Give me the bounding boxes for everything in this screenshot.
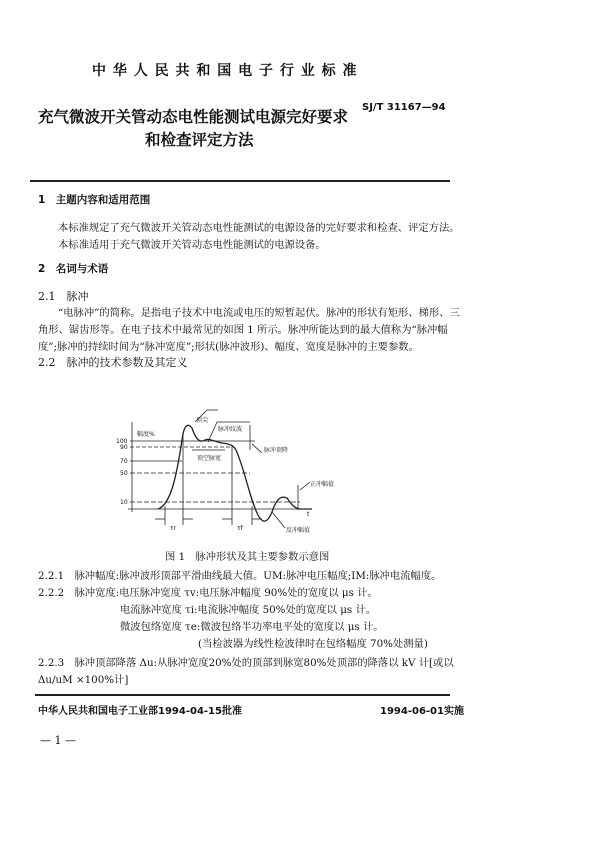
section-2-heading: 2 名词与术语 [38,263,109,275]
undershoot-label: 反冲幅值 [286,527,311,534]
definition: 2.2.3 脉冲顶部降落 Δu:从脉冲宽度20%处的顶部到脉宽80%处顶部的降落以 kV 计[或以 [38,657,454,669]
ripple-label: 脉冲纹波 [218,426,243,433]
section-2-2-heading: 2.2 脉冲的技术参数及其定义 [38,356,188,369]
definition: Δu/uM ×100%计] [38,674,129,686]
title-line1: 充气微波开关管动态电性能测试电源完好要求 [38,108,349,126]
effective-date: 1994-06-01实施 [380,706,464,717]
level-label: 90 [120,444,128,451]
standard-org: 中 华 人 民 共 和 国 电 子 行 业 标 准 [92,63,358,79]
y-axis-label: 幅度% [137,431,155,438]
definition: 2.2.2 脉冲宽度:电压脉冲宽度 τv:电压脉冲幅度 90%处的宽度以 μs 计。 [38,587,378,599]
paragraph: 角形、锯齿形等。在电子技术中最常见的如图 1 所示。脉冲所能达到的最大值称为“脉冲幅 [38,324,448,336]
level-label: 70 [120,458,128,465]
title-line2: 和检查评定方法 [145,131,254,149]
level-label: 100 [116,438,128,445]
section-1-heading: 1 主题内容和适用范围 [38,194,151,206]
standard-code: SJ/T 31167—94 [362,102,446,113]
level-label: 50 [120,470,128,477]
page-number: — 1 — [40,734,76,747]
definition: 微波包络宽度 τe:微波包络半功率电平处的宽度以 μs 计。 [120,621,384,633]
approval-date: 中华人民共和国电子工业部1994-04-15批准 [38,706,242,717]
pulse-diagram [100,380,400,555]
divider [30,180,450,182]
paragraph: 本标准适用于充气微波开关管动态电性能测试的电源设备。 [58,239,326,251]
paragraph: “电脉冲”的简称。是指电子技术中电流或电压的短暂起伏。脉冲的形状有矩形、梯形、三 [58,307,460,319]
section-2-1-heading: 2.1 脉冲 [38,290,89,303]
footer-divider [35,694,450,696]
t-axis-label: t [307,511,310,518]
definition-note: (当检波器为线性检波律时在包络幅度 70%处测量) [198,638,428,650]
definition: 2.2.1 脉冲幅度:脉冲波形顶部平滑曲线最大值。UM:脉冲电压幅度;IM:脉冲电流幅度。 [38,570,442,582]
overshoot-label: 正冲幅值 [310,481,335,488]
tau-fall-label: τf [237,525,243,532]
figure-caption: 图 1 脉冲形状及其主要参数示意图 [165,551,330,563]
droop-label: 脉冲顶降 [264,447,289,454]
peak-label: 顶尖 [196,417,209,424]
width-label: 顶空脉宽 [197,455,222,462]
paragraph: 度”;脉冲的持续时间为“脉冲宽度”;形状(脉冲波形)、幅度、宽度是脉冲的主要参数。 [38,341,419,353]
tau-rise-label: τr [170,525,177,532]
paragraph: 本标准规定了充气微波开关管动态电性能测试的电源设备的完好要求和检查、评定方法。 [58,222,460,234]
level-label: 10 [120,499,128,506]
definition: 电流脉冲宽度 τi:电流脉冲幅度 50%处的宽度以 μs 计。 [120,604,377,616]
